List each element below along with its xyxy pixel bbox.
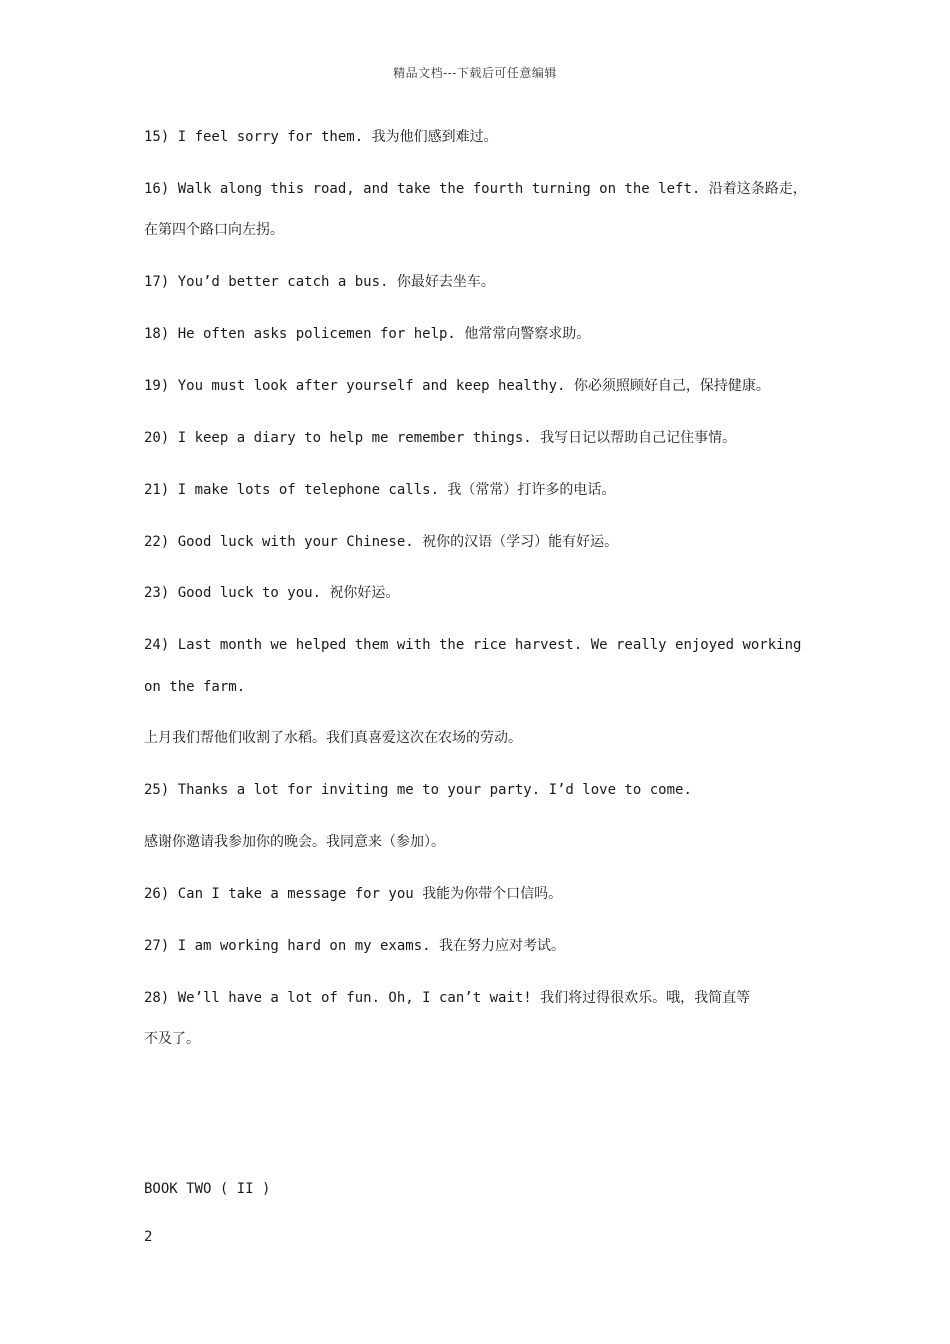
sentence-line-23: 23) Good luck to you. 祝你好运。 bbox=[144, 585, 400, 601]
sentence-line-26: 26) Can I take a message for you 我能为你带个口信吗。 bbox=[144, 886, 563, 902]
sentence-line-22: 22) Good luck with your Chinese. 祝你的汉语（学习）能有好运。 bbox=[144, 534, 619, 550]
sentence-line-16: 16) Walk along this road, and take the fourth turning on the left. 沿着这条路走， bbox=[144, 181, 807, 197]
sentence-line-24: 24) Last month we helped them with the rice harvest. We really enjoyed working bbox=[144, 637, 802, 653]
sentence-line-18: 18) He often asks policemen for help. 他常常向警察求助。 bbox=[144, 326, 591, 342]
sentence-line-28-cont: 不及了。 bbox=[144, 1031, 200, 1047]
sentence-line-24-cont: on the farm. bbox=[144, 679, 246, 695]
sentence-line-15: 15) I feel sorry for them. 我为他们感到难过。 bbox=[144, 129, 498, 145]
section-title: BOOK TWO ( II ) bbox=[144, 1181, 271, 1197]
sentence-line-21: 21) I make lots of telephone calls. 我（常常）打许多的电话。 bbox=[144, 482, 616, 498]
sentence-line-28: 28) We’ll have a lot of fun. Oh, I can’t wait! 我们将过得很欢乐。哦，我简直等 bbox=[144, 990, 751, 1006]
sentence-line-19: 19) You must look after yourself and keep healthy. 你必须照顾好自己，保持健康。 bbox=[144, 378, 770, 394]
sentence-line-17: 17) You’d better catch a bus. 你最好去坐车。 bbox=[144, 274, 495, 290]
page-number: 2 bbox=[144, 1229, 153, 1245]
page-header: 精品文档---下载后可任意编辑 bbox=[393, 66, 557, 80]
sentence-line-25-translation: 感谢你邀请我参加你的晚会。我同意来（参加）。 bbox=[144, 834, 445, 850]
sentence-line-20: 20) I keep a diary to help me remember things. 我写日记以帮助自己记住事情。 bbox=[144, 430, 737, 446]
sentence-line-16-cont: 在第四个路口向左拐。 bbox=[144, 222, 284, 238]
sentence-line-27: 27) I am working hard on my exams. 我在努力应对考试。 bbox=[144, 938, 566, 954]
sentence-line-25: 25) Thanks a lot for inviting me to your party. I’d love to come. bbox=[144, 782, 692, 798]
sentence-line-24-translation: 上月我们帮他们收割了水稻。我们真喜爱这次在农场的劳动。 bbox=[144, 730, 522, 746]
